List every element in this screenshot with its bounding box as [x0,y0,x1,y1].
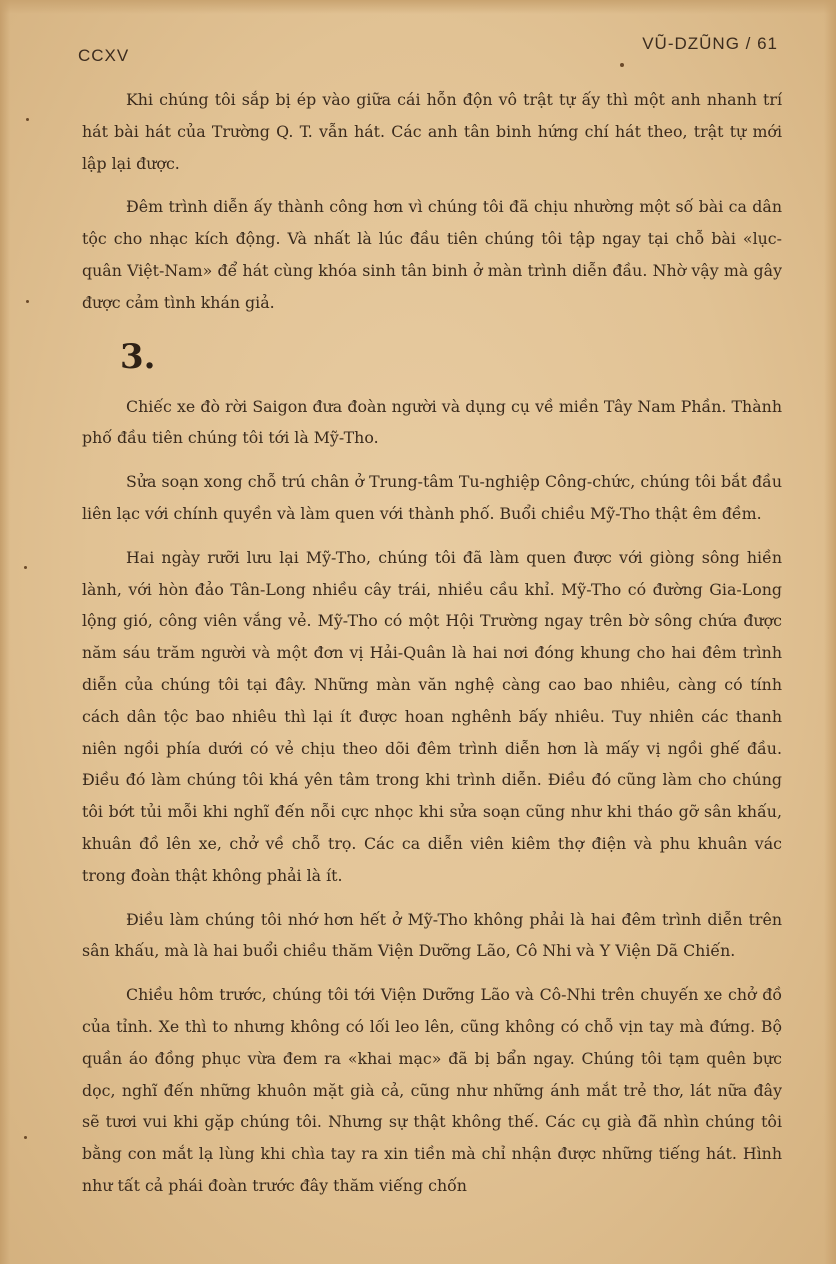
paragraph: Khi chúng tôi sắp bị ép vào giữa cái hỗn độn vô trật tự ấy thì một anh nhanh trí hát bài hát của Trường Q. T. vẫn hát. Các anh tân binh hứng chí hát theo, trật tự mới lập lại được. [82,90,782,173]
ink-speck [26,118,29,121]
page-edge-shadow [0,0,10,1264]
paragraph: Sửa soạn xong chỗ trú chân ở Trung-tâm Tu-nghiệp Công-chức, chúng tôi bắt đầu liên lạc với chính quyền và làm quen với thành phố. Buổi chiều Mỹ-Tho thật êm đềm. [82,472,782,523]
page-body [82,84,782,1214]
paragraph: Điều làm chúng tôi nhớ hơn hết ở Mỹ-Tho không phải là hai đêm trình diễn trên sân khấu, mà là hai buổi chiều thăm Viện Dưỡng Lão, Cô Nhi và Y Viện Dã Chiến. [82,909,782,961]
paragraph: Chiếc xe đò rời Saigon đưa đoàn người và dụng cụ về miền Tây Nam Phần. Thành phố đầu tiên chúng tôi tới là Mỹ-Tho. [82,396,782,448]
ink-speck [26,300,29,303]
page-edge-shadow [824,0,836,1264]
running-head-left: CCXV [78,46,130,65]
paragraph: Đêm trình diễn ấy thành công hơn vì chúng tôi đã chịu nhường một số bài ca dân tộc cho nhạc kích động. Và nhất là lúc đầu tiên chúng tôi tập ngay tại chỗ bài «lục-quân Việt-Nam» để hát cùng khóa sinh tân binh ở màn trình diễn đầu. Nhờ vậy mà gây được cảm tình khán giả. [82,197,782,312]
paragraph: Hai ngày rưỡi lưu lại Mỹ-Tho, chúng tôi đã làm quen được với giòng sông hiền lành, với hòn đảo Tân-Long nhiều cây trái, nhiều cầu khỉ. Mỹ-Tho có đường Gia-Long lộng gió, công viên vắng vẻ. Mỹ-Tho có một Hội Trường ngay trên bờ sông chứa được năm sáu trăm người và một đơn vị Hải-Quân là hai nơi đóng khung cho hai đêm trình diễn của chúng tôi tại đây. Những màn văn nghệ càng cao bao nhiêu, càng có tính cách dân tộc bao nhiêu thì lại ít được hoan nghênh bấy nhiêu. Tuy nhiên các thanh niên ngồi phía dưới có vẻ chịu theo dõi đêm trình diễn hơn là mấy vị ngồi ghế đầu. Điều đó làm chúng tôi khá yên tâm trong khi trình diễn. Điều đó cũng làm cho chúng tôi bớt tủi mỗi khi nghĩ đến nỗi cực nhọc khi sửa soạn cũng như khi tháo gỡ sân khấu, khuân đồ lên xe, chở về chỗ trọ. Các ca diễn viên kiêm thợ điện và phu khuân vác trong đoàn thật không phải là ít. [82,547,782,885]
page-edge-shadow [0,0,836,14]
paragraph: Chiều hôm trước, chúng tôi tới Viện Dưỡng Lão và Cô-Nhi trên chuyến xe chở đồ của tỉnh. Xe thì to nhưng không có lối leo lên, cũng không có chỗ vịn tay mà đứng. Bộ quần áo đồng phục vừa đem ra «khai mạc» đã bị bẩn ngay. Chúng tôi tạm quên bực dọc, nghĩ đến những khuôn mặt già cả, cũng như những ánh mắt trẻ thơ, lát nữa đây sẽ tươi vui khi gặp chúng tôi. Nhưng sự thật không thế. Các cụ già đã nhìn chúng tôi bằng con mắt lạ lùng khi chìa tay ra xin tiền mà chỉ nhận được những tiếng hát. Hình như tất cả phái đoàn trước đây thăm viếng chốn [82,985,782,1195]
ink-speck [620,63,624,67]
running-head-right: VŨ-DZŨNG / 61 [642,34,778,53]
section-number: 3. [120,336,156,377]
ink-speck [24,1136,27,1139]
ink-speck [24,566,27,569]
